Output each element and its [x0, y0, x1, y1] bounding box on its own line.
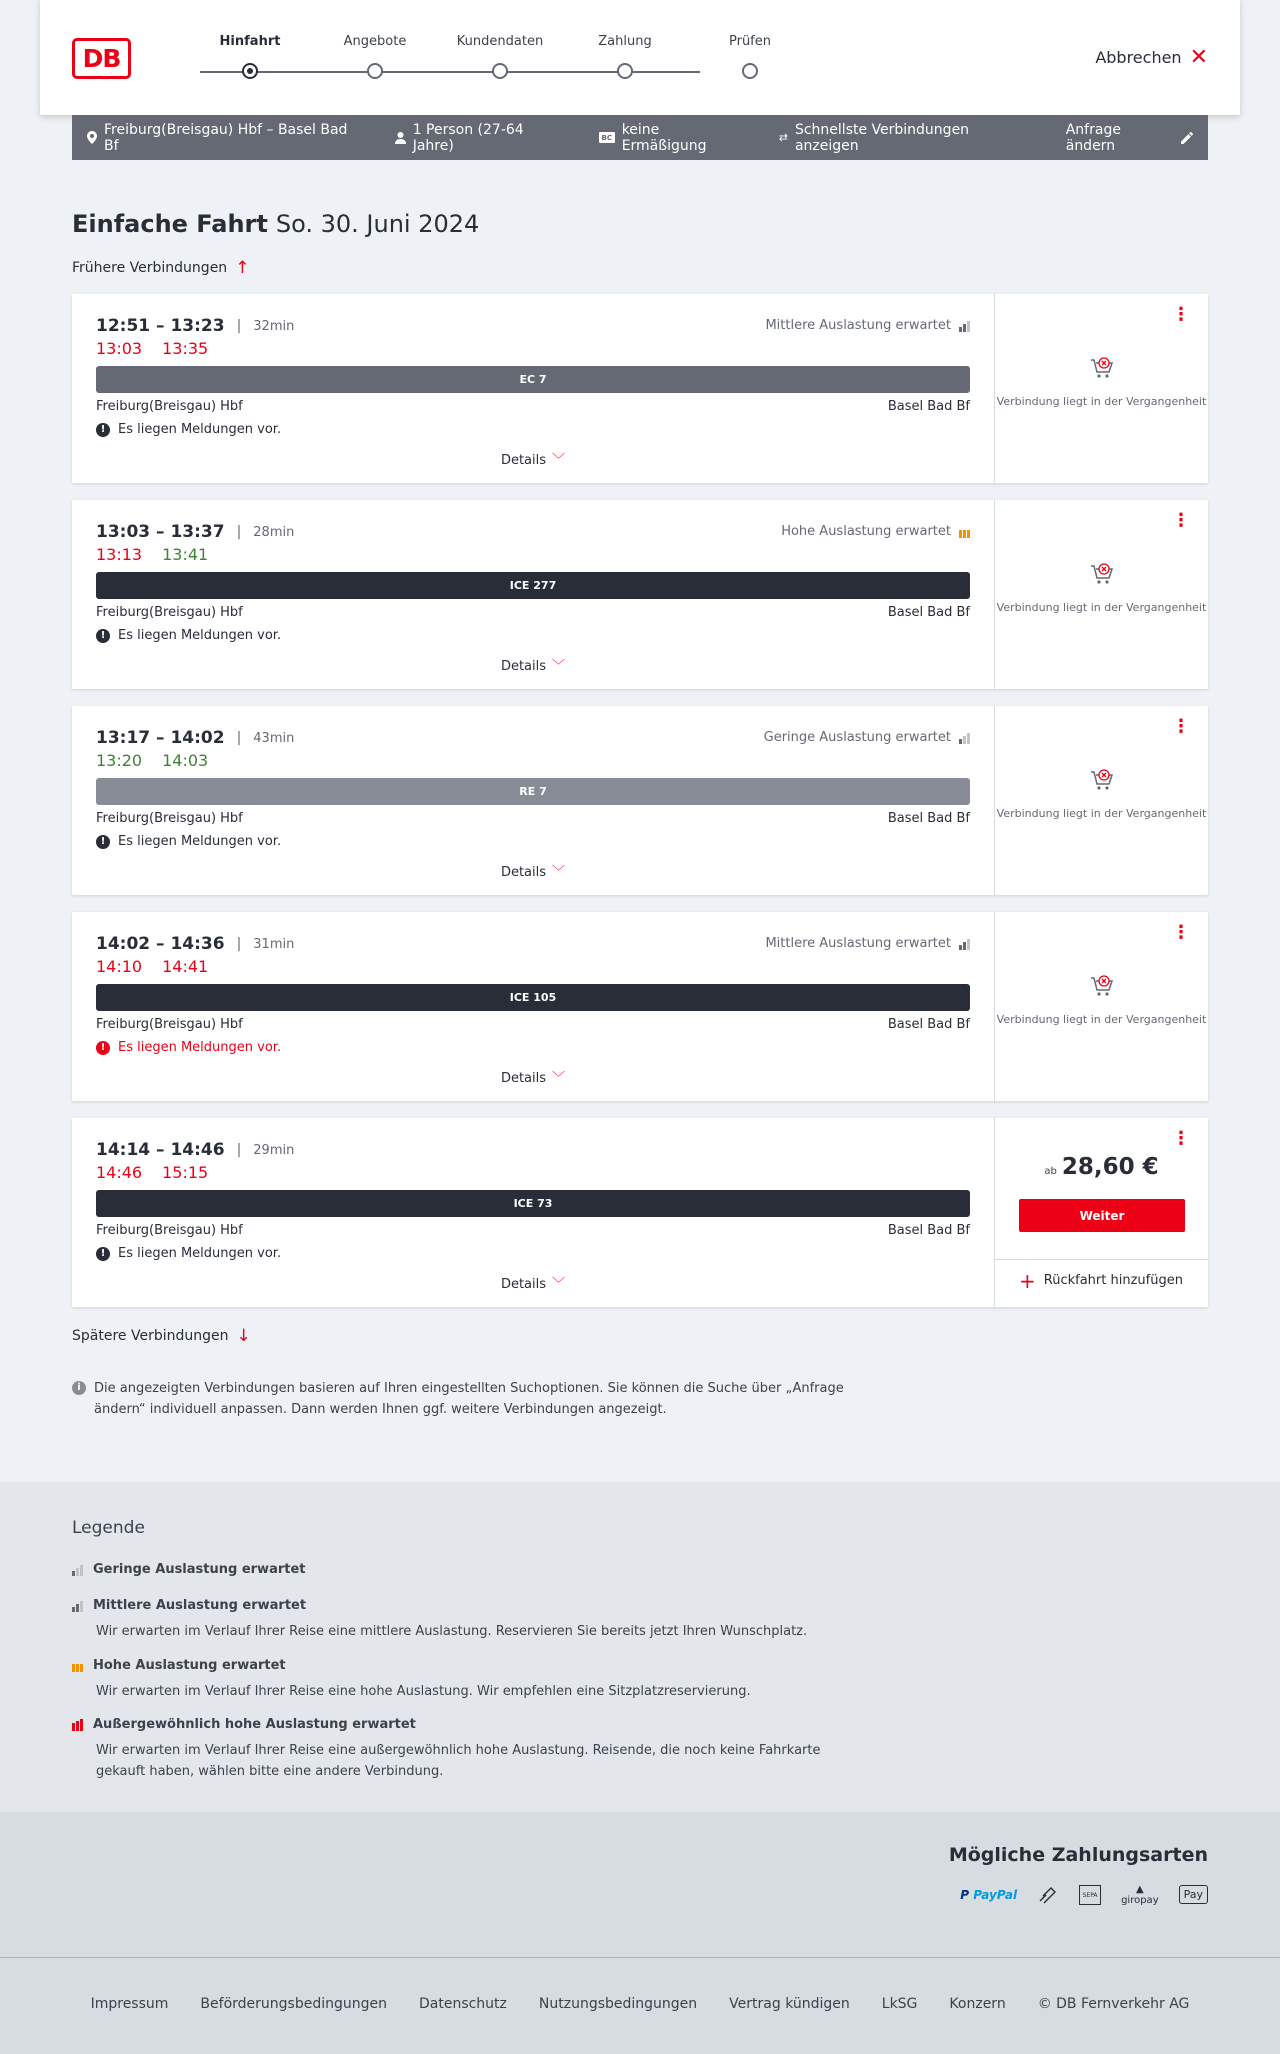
exclamation-icon: ! — [96, 423, 110, 437]
chevron-down-icon: ﹀ — [552, 865, 566, 880]
page-title — [72, 210, 479, 238]
past-text: Verbindung liegt in der Vergangenheit — [996, 1013, 1207, 1026]
payment-icons — [960, 1882, 1208, 1907]
footer — [0, 1957, 1280, 2054]
legend-heading: Mittlere Auslastung erwartet — [93, 1598, 307, 1613]
price: 28,60 € — [1061, 1154, 1159, 1180]
realtime-arrival: 13:35 — [162, 339, 209, 358]
occupancy-indicator — [764, 730, 970, 745]
footer-link-nutzungsbedingungen[interactable]: Nutzungsbedingungen — [538, 1996, 698, 2012]
details-toggle[interactable] — [72, 1067, 994, 1086]
occupancy-text: Geringe Auslastung erwartet — [763, 730, 951, 745]
duration: 31min — [253, 936, 295, 952]
notice-text: Es liegen Meldungen vor. — [118, 628, 282, 643]
legend-description: Wir erwarten im Verlauf Ihrer Reise eine hohe Auslastung. Wir empfehlen eine Sitzplatzreservierung. — [96, 1684, 751, 1699]
details-label: Details — [500, 453, 547, 468]
summary-persons — [395, 122, 567, 154]
close-icon: ✕ — [1189, 44, 1208, 70]
step-label: Zahlung — [598, 34, 652, 49]
legend-title: Legende — [72, 1518, 145, 1538]
duration: 29min — [253, 1142, 295, 1158]
footer-link-lksg[interactable]: LkSG — [881, 1996, 918, 2012]
person-icon — [395, 132, 406, 144]
destination-station: Basel Bad Bf — [887, 605, 970, 620]
summary-fastest — [779, 122, 1034, 154]
notice-message — [96, 628, 281, 643]
exclamation-icon: ! — [96, 1247, 110, 1261]
legend-item-extreme — [72, 1717, 852, 1782]
offer-panel — [994, 500, 1208, 689]
cart-unavailable-icon — [1088, 766, 1116, 794]
connection-card — [72, 1118, 1208, 1307]
scheduled-times — [96, 728, 294, 748]
step-hinfahrt[interactable] — [190, 34, 310, 79]
location-pin-icon — [87, 131, 97, 144]
step-label: Prüfen — [728, 34, 771, 49]
edit-request-button[interactable] — [1066, 122, 1193, 154]
more-options-icon[interactable]: ⋮ — [1172, 510, 1190, 531]
details-toggle[interactable] — [72, 655, 994, 674]
realtime-arrival: 15:15 — [162, 1163, 209, 1182]
step-dot — [742, 63, 758, 79]
footer-link-vertrag-kuendigen[interactable]: Vertrag kündigen — [729, 1996, 850, 2012]
payment-title: Mögliche Zahlungsarten — [948, 1844, 1208, 1866]
price-box — [995, 1154, 1208, 1180]
separator: | — [236, 936, 242, 952]
realtime-times — [96, 751, 208, 770]
later-label: Spätere Verbindungen — [72, 1328, 229, 1344]
load-medium-icon — [72, 1600, 83, 1612]
payment-methods-section — [0, 1812, 1280, 1957]
direct-debit-icon — [1037, 1882, 1059, 1907]
price-prefix: ab — [1044, 1166, 1057, 1177]
realtime-departure: 13:20 — [96, 751, 143, 770]
stations — [96, 1223, 970, 1238]
details-label: Details — [500, 865, 547, 880]
offer-panel — [994, 1118, 1208, 1307]
connection-info — [72, 294, 994, 483]
connection-card — [72, 294, 1208, 483]
train-bar[interactable]: ICE 73 — [96, 1190, 970, 1217]
step-angebote — [315, 34, 435, 79]
more-options-icon[interactable]: ⋮ — [1172, 922, 1190, 943]
realtime-times — [96, 545, 208, 564]
connection-info — [72, 500, 994, 689]
offer-panel — [994, 912, 1208, 1101]
time-range: 12:51 – 13:23 — [96, 316, 225, 336]
chevron-down-icon: ﹀ — [552, 659, 566, 674]
separator: | — [236, 318, 242, 334]
giropay-icon: ▲ giropay — [1121, 1883, 1159, 1906]
details-toggle[interactable] — [72, 449, 994, 468]
more-options-icon[interactable]: ⋮ — [1172, 304, 1190, 325]
notice-message — [96, 1040, 281, 1055]
footer-link-konzern[interactable]: Konzern — [949, 1996, 1006, 2012]
cancel-button[interactable] — [1095, 44, 1208, 70]
cart-unavailable-icon — [1088, 972, 1116, 1000]
load-extreme-icon — [72, 1719, 83, 1731]
add-return-trip-button[interactable] — [1019, 1268, 1183, 1293]
notice-message — [96, 834, 281, 849]
notice-text: Es liegen Meldungen vor. — [118, 1246, 282, 1261]
pencil-icon — [1181, 132, 1193, 144]
notice-text: Es liegen Meldungen vor. — [118, 1040, 282, 1055]
later-connections-link[interactable] — [72, 1326, 251, 1346]
stations — [96, 605, 970, 620]
legend-heading: Geringe Auslastung erwartet — [93, 1562, 306, 1577]
load-high-icon — [72, 1660, 83, 1672]
discount-text: keine Ermäßigung — [621, 121, 707, 154]
step-label: Hinfahrt — [219, 34, 281, 49]
train-bar[interactable]: EC 7 — [96, 366, 970, 393]
booking-stepper — [170, 34, 800, 84]
exclamation-icon: ! — [96, 629, 110, 643]
origin-station: Freiburg(Breisgau) Hbf — [96, 399, 243, 414]
trip-date: So. 30. Juni 2024 — [275, 210, 480, 238]
legend-section — [0, 1482, 1280, 1812]
train-bar[interactable]: RE 7 — [96, 778, 970, 805]
origin-station: Freiburg(Breisgau) Hbf — [96, 1223, 243, 1238]
step-label: Angebote — [343, 34, 407, 49]
copyright: © DB Fernverkehr AG — [1037, 1996, 1190, 2012]
step-zahlung — [565, 34, 685, 79]
past-text: Verbindung liegt in der Vergangenheit — [996, 395, 1207, 408]
cart-unavailable-icon — [1088, 560, 1116, 588]
continue-button[interactable]: Weiter — [1019, 1199, 1185, 1232]
footer-link-impressum[interactable]: Impressum — [90, 1996, 169, 2012]
info-text: Die angezeigten Verbindungen basieren auf Ihren eingestellten Suchoptionen. Sie können die Suche über „Anfrage ändern“ individuell anpassen. Dann werden Ihnen ggf. weitere Verbindungen angezeigt. — [94, 1381, 844, 1417]
connection-info — [72, 1118, 994, 1307]
notice-message — [96, 422, 281, 437]
legend-heading: Hohe Auslastung erwartet — [93, 1658, 286, 1673]
fastest-text: Schnellste Verbindungen anzeigen — [794, 121, 970, 154]
summary-discount — [599, 122, 747, 154]
details-toggle[interactable] — [72, 861, 994, 880]
occupancy-indicator — [765, 318, 970, 333]
duration: 28min — [253, 524, 295, 540]
occupancy-text: Mittlere Auslastung erwartet — [765, 318, 951, 333]
notice-text: Es liegen Meldungen vor. — [118, 422, 282, 437]
occupancy-low-icon — [959, 732, 970, 744]
past-text: Verbindung liegt in der Vergangenheit — [996, 807, 1207, 820]
realtime-times — [96, 339, 208, 358]
plus-icon: + — [1019, 1268, 1036, 1293]
realtime-arrival: 14:41 — [162, 957, 209, 976]
legend-heading: Außergewöhnlich hohe Auslastung erwartet — [93, 1717, 416, 1732]
legend-description: Wir erwarten im Verlauf Ihrer Reise eine mittlere Auslastung. Reservieren Sie bereits jetzt Ihren Wunschplatz. — [96, 1624, 808, 1639]
more-options-icon[interactable]: ⋮ — [1172, 716, 1190, 737]
connection-card — [72, 500, 1208, 689]
chevron-down-icon: ﹀ — [552, 1277, 566, 1292]
destination-station: Basel Bad Bf — [887, 1017, 970, 1032]
add-return-label: Rückfahrt hinzufügen — [1043, 1273, 1183, 1288]
summary-route — [87, 122, 363, 154]
apple-pay-icon: Pay — [1179, 1885, 1208, 1904]
realtime-times — [96, 957, 208, 976]
scheduled-times — [96, 316, 294, 336]
search-summary-bar — [72, 115, 1208, 160]
cancel-label: Abbrechen — [1095, 48, 1182, 67]
past-text: Verbindung liegt in der Vergangenheit — [996, 601, 1207, 614]
occupancy-text: Hohe Auslastung erwartet — [781, 524, 951, 539]
notice-text: Es liegen Meldungen vor. — [118, 834, 282, 849]
separator: | — [236, 730, 242, 746]
header — [40, 0, 1240, 115]
train-bar[interactable]: ICE 105 — [96, 984, 970, 1011]
train-bar[interactable]: ICE 277 — [96, 572, 970, 599]
chevron-down-icon: ﹀ — [552, 453, 566, 468]
edit-request-label: Anfrage ändern — [1065, 121, 1121, 154]
paypal-icon: P PayPal — [960, 1887, 1018, 1902]
details-label: Details — [500, 659, 547, 674]
realtime-departure: 14:10 — [96, 957, 143, 976]
step-kundendaten — [440, 34, 560, 79]
notice-message — [96, 1246, 281, 1261]
divider — [995, 1259, 1208, 1260]
legend-item-medium — [72, 1598, 852, 1642]
past-connection-notice — [995, 560, 1208, 615]
persons-text: 1 Person (27-64 Jahre) — [412, 121, 524, 154]
arrow-down-icon: ↓ — [236, 1326, 251, 1346]
destination-station: Basel Bad Bf — [887, 399, 970, 414]
connection-card — [72, 912, 1208, 1101]
realtime-arrival: 13:41 — [162, 545, 209, 564]
time-range: 14:02 – 14:36 — [96, 934, 225, 954]
destination-station: Basel Bad Bf — [887, 811, 970, 826]
stations — [96, 399, 970, 414]
legend-item-low — [72, 1562, 852, 1577]
step-dot — [367, 63, 383, 79]
exclamation-icon: ! — [96, 835, 110, 849]
connection-card — [72, 706, 1208, 895]
bahncard-icon: BC — [599, 132, 615, 143]
route-text: Freiburg(Breisgau) Hbf – Basel Bad Bf — [104, 121, 348, 154]
occupancy-indicator — [781, 524, 970, 539]
connection-info — [72, 912, 994, 1101]
time-range: 13:03 – 13:37 — [96, 522, 225, 542]
scheduled-times — [96, 1140, 294, 1160]
past-connection-notice — [995, 972, 1208, 1027]
origin-station: Freiburg(Breisgau) Hbf — [96, 1017, 243, 1032]
step-pruefen — [690, 34, 810, 79]
realtime-departure: 14:46 — [96, 1163, 143, 1182]
exclamation-icon: ! — [96, 1041, 110, 1055]
trip-type: Einfache Fahrt — [72, 210, 268, 238]
offer-panel — [994, 706, 1208, 895]
duration: 32min — [253, 318, 295, 334]
sepa-icon: SEPA — [1079, 1885, 1101, 1905]
load-low-icon — [72, 1564, 83, 1576]
info-icon: i — [72, 1381, 86, 1395]
arrow-up-icon: ↑ — [235, 258, 250, 278]
stations — [96, 1017, 970, 1032]
swap-arrows-icon: ⇄ — [778, 131, 788, 144]
occupancy-text: Mittlere Auslastung erwartet — [765, 936, 951, 951]
time-range: 13:17 – 14:02 — [96, 728, 225, 748]
earlier-connections-link[interactable] — [72, 258, 249, 278]
origin-station: Freiburg(Breisgau) Hbf — [96, 605, 243, 620]
past-connection-notice — [995, 354, 1208, 409]
origin-station: Freiburg(Breisgau) Hbf — [96, 811, 243, 826]
footer-link-befoerderungsbedingungen[interactable]: Beförderungsbedingungen — [200, 1996, 387, 2012]
occupancy-medium-icon — [959, 938, 970, 950]
step-dot — [242, 63, 258, 79]
legend-description: Wir erwarten im Verlauf Ihrer Reise eine außergewöhnlich hohe Auslastung. Reisende, die noch keine Fahrkarte gekauft haben, wählen bitte eine andere Verbindung. — [96, 1743, 821, 1779]
realtime-arrival: 14:03 — [162, 751, 209, 770]
legend-item-high — [72, 1658, 852, 1702]
occupancy-indicator — [765, 936, 970, 951]
search-options-info — [72, 1378, 852, 1420]
earlier-label: Frühere Verbindungen — [72, 260, 228, 276]
step-dot — [492, 63, 508, 79]
separator: | — [236, 1142, 242, 1158]
connection-info — [72, 706, 994, 895]
stations — [96, 811, 970, 826]
chevron-down-icon: ﹀ — [552, 1071, 566, 1086]
scheduled-times — [96, 934, 294, 954]
step-dot — [617, 63, 633, 79]
time-range: 14:14 – 14:46 — [96, 1140, 225, 1160]
scheduled-times — [96, 522, 294, 542]
offer-panel — [994, 294, 1208, 483]
realtime-departure: 13:13 — [96, 545, 143, 564]
occupancy-medium-icon — [959, 320, 970, 332]
duration: 43min — [253, 730, 295, 746]
occupancy-high-icon — [959, 526, 970, 538]
realtime-times — [96, 1163, 208, 1182]
db-logo[interactable]: DB — [72, 38, 131, 79]
footer-link-datenschutz[interactable]: Datenschutz — [418, 1996, 507, 2012]
realtime-departure: 13:03 — [96, 339, 143, 358]
details-toggle[interactable] — [72, 1273, 994, 1292]
more-options-icon[interactable]: ⋮ — [1172, 1128, 1190, 1149]
destination-station: Basel Bad Bf — [887, 1223, 970, 1238]
separator: | — [236, 524, 242, 540]
details-label: Details — [500, 1071, 547, 1086]
step-label: Kundendaten — [456, 34, 544, 49]
footer-links — [0, 1996, 1280, 2012]
details-label: Details — [500, 1277, 547, 1292]
cart-unavailable-icon — [1088, 354, 1116, 382]
past-connection-notice — [995, 766, 1208, 821]
